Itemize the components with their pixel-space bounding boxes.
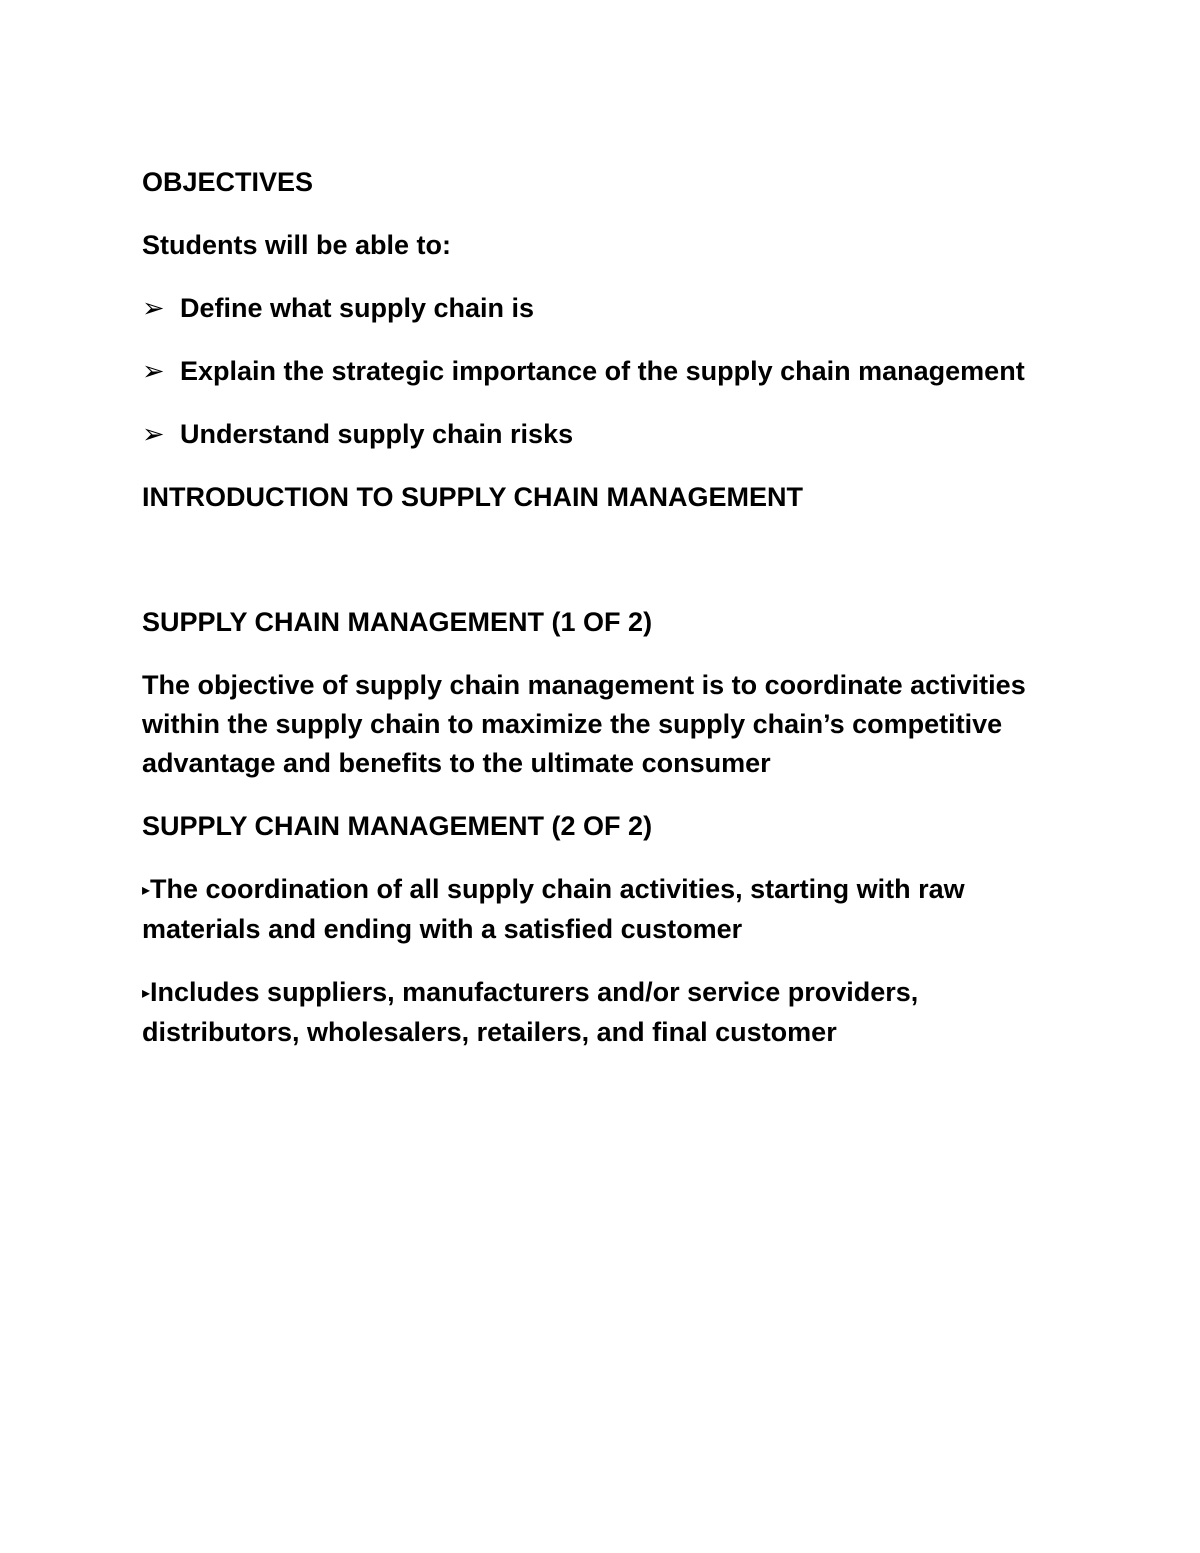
scm-part2-item-1 [142, 870, 1062, 949]
scm-part1-heading: SUPPLY CHAIN MANAGEMENT (1 OF 2) [142, 607, 653, 637]
objectives-lead: Students will be able to: [142, 230, 452, 260]
arrow-bullet-icon: ➢ [142, 356, 165, 386]
scm-part2-item-text: Includes suppliers, manufacturers and/or service providers, distributors, wholesalers, retailers, and final customer [142, 977, 919, 1047]
triangle-bullet-icon: ▸ [142, 985, 151, 1002]
scm-part2-heading: SUPPLY CHAIN MANAGEMENT (2 OF 2) [142, 811, 653, 841]
scm-part1-body: The objective of supply chain management is to coordinate activities within the supply chain to maximize the supply chain’s competitive advantage and benefits to the ultimate consumer [142, 670, 1026, 778]
objective-item-2 [142, 352, 1062, 391]
arrow-bullet-icon: ➢ [142, 293, 165, 323]
scm-part2-item-text: The coordination of all supply chain activities, starting with raw materials and ending with a satisfied customer [142, 874, 965, 944]
objective-item-text: Define what supply chain is [180, 293, 535, 323]
objective-item-3 [142, 415, 1062, 454]
arrow-bullet-icon: ➢ [142, 419, 165, 449]
objective-item-text: Explain the strategic importance of the supply chain management [180, 356, 1025, 386]
scm-part2-item-2 [142, 973, 1062, 1052]
objective-item-1 [142, 289, 1062, 328]
triangle-bullet-icon: ▸ [142, 882, 151, 899]
introduction-heading: INTRODUCTION TO SUPPLY CHAIN MANAGEMENT [142, 482, 804, 512]
section-spacer [142, 541, 1062, 603]
objective-item-text: Understand supply chain risks [180, 419, 574, 449]
document-content [142, 163, 1062, 1076]
objectives-heading: OBJECTIVES [142, 167, 314, 197]
